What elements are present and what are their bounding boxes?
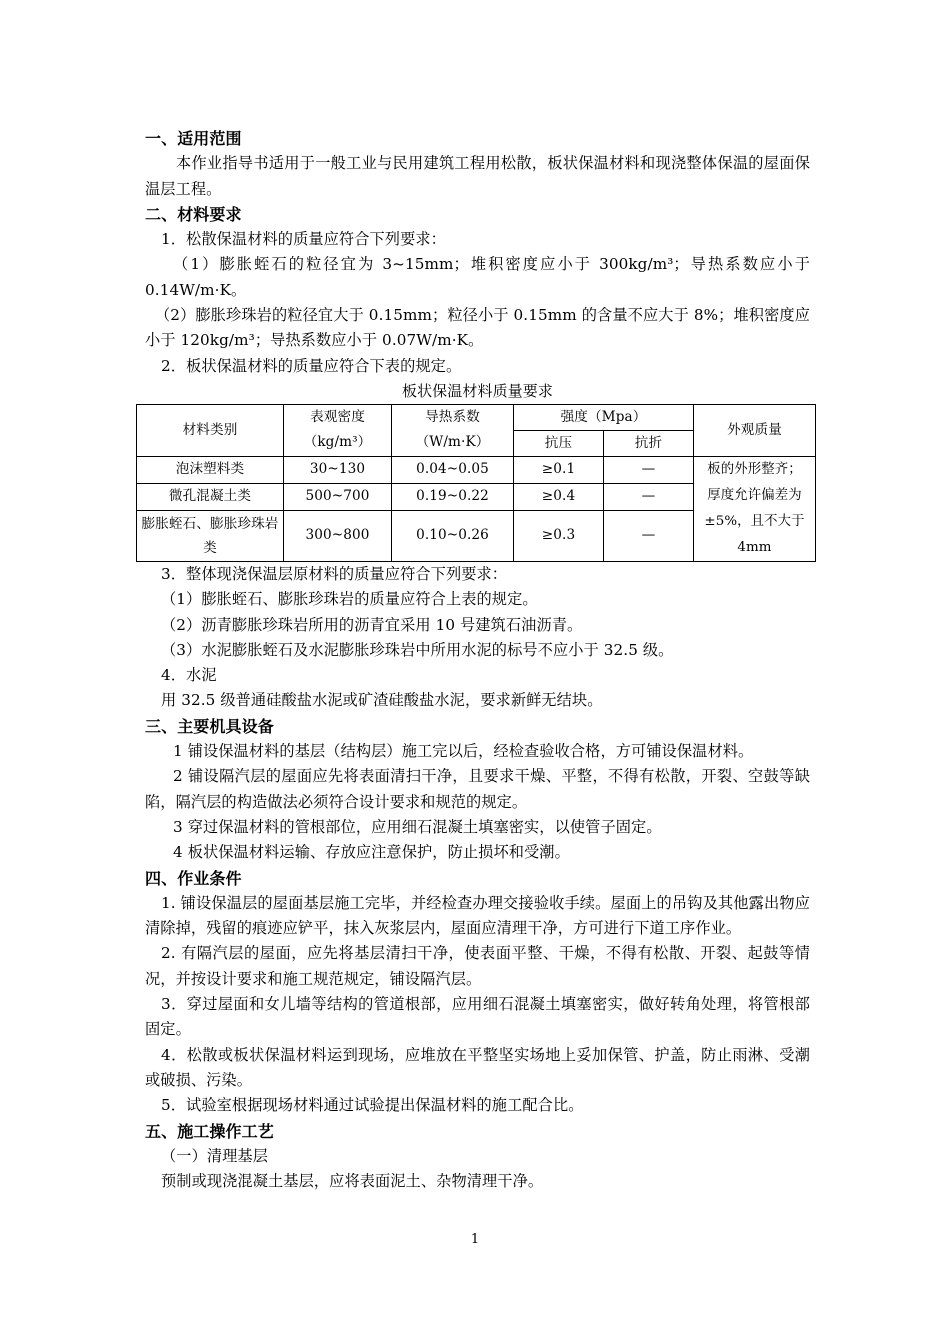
- table-cell: 500~700: [284, 483, 392, 510]
- table-caption: 板状保温材料质量要求: [401, 381, 553, 400]
- section-heading: 五、施工操作工艺: [145, 1121, 274, 1141]
- table-cell: 微孔混凝土类: [137, 483, 284, 510]
- appearance-line: 厚度允许偏差为: [707, 487, 802, 503]
- header-cell: [392, 404, 514, 456]
- appearance-line: 板的外形整齐；: [707, 461, 802, 477]
- paragraph: （2）膨胀珍珠岩的粒径宜大于 0.15mm；粒径小于 0.15mm 的含量不应大于 8%；堆积密度应小于 120kg/m³；导热系数应小于 0.07W/m·K。: [145, 306, 810, 350]
- section-heading: 四、作业条件: [145, 868, 242, 888]
- table-cell: —: [604, 511, 694, 562]
- document-body: [141, 126, 810, 1194]
- table-header-row: [137, 404, 816, 430]
- header-cell: [284, 404, 392, 456]
- table-cell: 0.04~0.05: [392, 456, 514, 483]
- paragraph: 3．穿过屋面和女儿墙等结构的管道根部，应用细石混凝土填塞密实，做好转角处理，将管根部固定。: [145, 995, 810, 1039]
- table-cell: 0.19~0.22: [392, 483, 514, 510]
- paragraph: 1．松散保温材料的质量应符合下列要求：: [161, 230, 446, 249]
- paragraph: 4 板状保温材料运输、存放应注意保护，防止损坏和受潮。: [173, 843, 570, 862]
- table-cell: ≥0.4: [514, 483, 604, 510]
- paragraph: （3）水泥膨胀蛭石及水泥膨胀珍珠岩中所用水泥的标号不应小于 32.5 级。: [161, 640, 674, 659]
- section-heading: 一、适用范围: [145, 129, 242, 148]
- header-cell: 强度（Mpa）: [514, 404, 694, 430]
- quality-table: [136, 404, 816, 562]
- header-conductivity: 导热系数: [425, 409, 480, 426]
- paragraph: （2）沥青膨胀珍珠岩所用的沥青宜采用 10 号建筑石油沥青。: [161, 615, 583, 634]
- paragraph: 4．水泥: [161, 666, 217, 685]
- header-cell: 材料类别: [137, 404, 284, 456]
- paragraph: 1 铺设保温材料的基层（结构层）施工完以后，经检查验收合格，方可铺设保温材料。: [173, 742, 754, 761]
- paragraph: 2. 有隔汽层的屋面，应先将基层清扫干净，使表面平整、干燥，不得有松散、开裂、起鼓等情况，并按设计要求和施工规范规定，铺设隔汽层。: [145, 944, 810, 988]
- paragraph: （1）膨胀蛭石、膨胀珍珠岩的质量应符合上表的规定。: [161, 590, 538, 609]
- paragraph: 3 穿过保温材料的管根部位，应用细石混凝土填塞密实，以使管子固定。: [173, 817, 662, 836]
- paragraph: 4．松散或板状保温材料运到现场，应堆放在平整坚实场地上妥加保管、护盖，防止雨淋、受潮或破损、污染。: [145, 1045, 810, 1089]
- header-cell: 抗折: [604, 430, 694, 456]
- table-cell: 300~800: [284, 511, 392, 562]
- paragraph: 3．整体现浇保温层原材料的质量应符合下列要求：: [161, 564, 508, 583]
- paragraph: 本作业指导书适用于一般工业与民用建筑工程用松散，板状保温材料和现浇整体保温的屋面保温层工程。: [145, 154, 810, 198]
- paragraph: 预制或现浇混凝土基层，应将表面泥土、杂物清理干净。: [161, 1172, 544, 1191]
- table-cell: —: [604, 483, 694, 510]
- header-conductivity-unit: （W/m·K）: [415, 434, 490, 451]
- paragraph: 2 铺设隔汽层的屋面应先将表面清扫干净，且要求干燥、平整，不得有松散，开裂、空鼓等缺陷，隔汽层的构造做法必须符合设计要求和规范的规定。: [145, 767, 810, 811]
- table-cell: —: [604, 456, 694, 483]
- header-density-unit: （kg/m³）: [303, 434, 372, 451]
- header-cell: 外观质量: [694, 404, 816, 456]
- paragraph: 用 32.5 级普通硅酸盐水泥或矿渣硅酸盐水泥，要求新鲜无结块。: [161, 691, 603, 710]
- table-cell: 30~130: [284, 456, 392, 483]
- page-number: 1: [470, 1232, 480, 1247]
- table-cell: ≥0.3: [514, 511, 604, 562]
- table-cell: 膨胀蛭石、膨胀珍珠岩类: [137, 511, 284, 562]
- appearance-line: 4mm: [737, 539, 772, 555]
- table-cell: 0.10~0.26: [392, 511, 514, 562]
- section-heading: 三、主要机具设备: [145, 716, 274, 736]
- header-density: 表观密度: [310, 409, 365, 426]
- section-heading: 二、材料要求: [145, 204, 242, 224]
- header-cell: 抗压: [514, 430, 604, 456]
- table-cell: ≥0.1: [514, 456, 604, 483]
- table-row: [137, 456, 816, 483]
- subsection-heading: （一）清理基层: [161, 1146, 269, 1165]
- appearance-cell: [694, 456, 816, 561]
- table-cell: 泡沫塑料类: [137, 456, 284, 483]
- paragraph: 2．板状保温材料的质量应符合下表的规定。: [161, 356, 462, 375]
- paragraph: 1. 铺设保温层的屋面基层施工完毕，并经检查办理交接验收手续。屋面上的吊钩及其他露出物应清除掉，残留的痕迹应铲平，抹入灰浆层内，屋面应清理干净，方可进行下道工序作业。: [145, 893, 810, 938]
- paragraph: 5．试验室根据现场材料通过试验提出保温材料的施工配合比。: [161, 1096, 584, 1115]
- paragraph: （1）膨胀蛭石的粒径宜为 3~15mm；堆积密度应小于 300kg/m³；导热系数应小于 0.14W/m·K。: [145, 255, 810, 299]
- appearance-line: ±5%，且不大于: [704, 513, 805, 529]
